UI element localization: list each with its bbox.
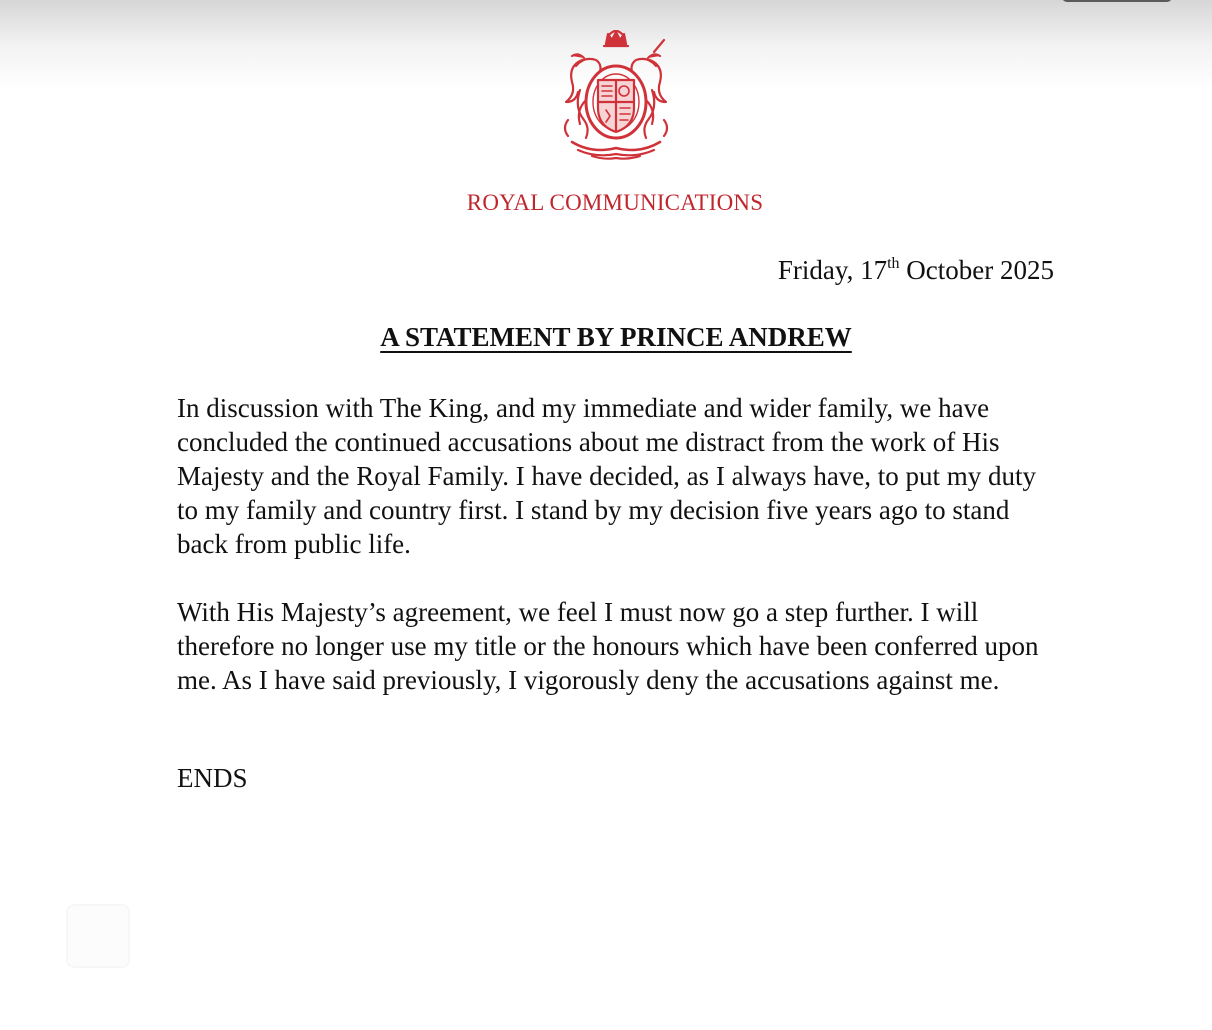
date-day: Friday, 17 <box>777 255 888 285</box>
issuer-heading: ROYAL COMMUNICATIONS <box>466 190 764 215</box>
statement-paragraph-2: With His Majesty’s agreement, we feel I must now go a step further. I will therefore no longer use my title or the honours which have been conferred upon me. As I have said previously, I vigorously deny the accusations against me. <box>177 597 1039 695</box>
statement-date <box>778 255 1054 286</box>
statement-title: A STATEMENT BY PRINCE ANDREW <box>380 322 852 352</box>
date-month-year: October 2025 <box>899 255 1054 285</box>
date-ordinal: th <box>887 255 900 272</box>
faint-artifact <box>66 904 130 968</box>
royal-crest-icon <box>542 30 690 162</box>
statement-paragraph-1: In discussion with The King, and my immediate and wider family, we have concluded the continued accusations about me distract from the work of His Majesty and the Royal Family. I have decided, as I always have, to put my duty to my family and country first. I stand by my decision five years ago to stand back from public life. <box>177 393 1037 559</box>
statement-closing: ENDS <box>177 763 248 793</box>
status-pill <box>1062 0 1172 2</box>
